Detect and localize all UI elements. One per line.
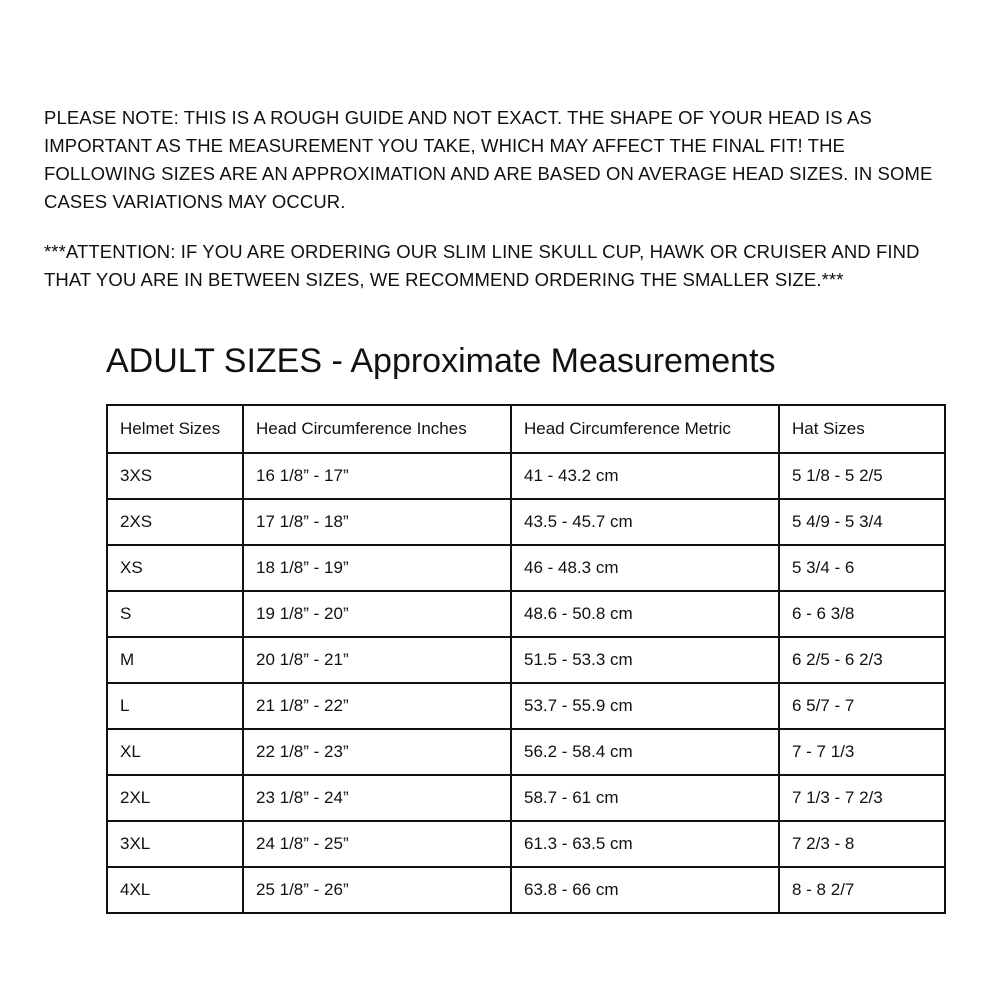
cell-metric: 41 - 43.2 cm (511, 453, 779, 499)
cell-helmet-size: XL (107, 729, 243, 775)
page-title: ADULT SIZES - Approximate Measurements (106, 342, 776, 380)
cell-metric: 58.7 - 61 cm (511, 775, 779, 821)
cell-helmet-size: 3XL (107, 821, 243, 867)
cell-hat-size: 8 - 8 2/7 (779, 867, 945, 913)
cell-helmet-size: M (107, 637, 243, 683)
table-row (107, 775, 945, 821)
notice-block (44, 104, 956, 294)
column-header-helmet-sizes: Helmet Sizes (107, 405, 243, 453)
notice-paragraph-1: PLEASE NOTE: THIS IS A ROUGH GUIDE AND NOT EXACT. THE SHAPE OF YOUR HEAD IS AS IMPORTANT AS THE MEASUREMENT YOU TAKE, WHICH MAY AFFECT THE FINAL FIT! THE FOLLOWING SIZES ARE AN APPROXIMATION AND ARE BASED ON AVERAGE HEAD SIZES. IN SOME CASES VARIATIONS MAY OCCUR. (44, 107, 933, 212)
column-header-head-circumference-inches: Head Circumference Inches (243, 405, 511, 453)
table-row (107, 637, 945, 683)
cell-inches: 16 1/8” - 17” (243, 453, 511, 499)
cell-metric: 48.6 - 50.8 cm (511, 591, 779, 637)
cell-helmet-size: L (107, 683, 243, 729)
cell-helmet-size: S (107, 591, 243, 637)
cell-hat-size: 7 2/3 - 8 (779, 821, 945, 867)
cell-hat-size: 5 3/4 - 6 (779, 545, 945, 591)
cell-hat-size: 6 5/7 - 7 (779, 683, 945, 729)
cell-inches: 24 1/8” - 25” (243, 821, 511, 867)
cell-inches: 22 1/8” - 23” (243, 729, 511, 775)
table-row (107, 729, 945, 775)
notice-paragraph-2: ***ATTENTION: IF YOU ARE ORDERING OUR SLIM LINE SKULL CUP, HAWK OR CRUISER AND FIND THAT YOU ARE IN BETWEEN SIZES, WE RECOMMEND ORDERING THE SMALLER SIZE.*** (44, 241, 920, 290)
table-row (107, 545, 945, 591)
cell-inches: 19 1/8” - 20” (243, 591, 511, 637)
cell-helmet-size: 4XL (107, 867, 243, 913)
cell-inches: 17 1/8” - 18” (243, 499, 511, 545)
cell-helmet-size: XS (107, 545, 243, 591)
column-header-hat-sizes: Hat Sizes (779, 405, 945, 453)
size-table-wrapper (106, 404, 944, 914)
column-header-head-circumference-metric: Head Circumference Metric (511, 405, 779, 453)
table-row (107, 499, 945, 545)
table-body (107, 453, 945, 913)
table-row (107, 683, 945, 729)
cell-inches: 20 1/8” - 21” (243, 637, 511, 683)
cell-hat-size: 6 2/5 - 6 2/3 (779, 637, 945, 683)
cell-inches: 23 1/8” - 24” (243, 775, 511, 821)
cell-metric: 53.7 - 55.9 cm (511, 683, 779, 729)
cell-inches: 25 1/8” - 26” (243, 867, 511, 913)
table-row (107, 867, 945, 913)
cell-metric: 43.5 - 45.7 cm (511, 499, 779, 545)
table-header-row (107, 405, 945, 453)
cell-hat-size: 5 4/9 - 5 3/4 (779, 499, 945, 545)
cell-metric: 61.3 - 63.5 cm (511, 821, 779, 867)
cell-hat-size: 6 - 6 3/8 (779, 591, 945, 637)
cell-metric: 56.2 - 58.4 cm (511, 729, 779, 775)
size-table (106, 404, 946, 914)
table-row (107, 591, 945, 637)
cell-hat-size: 7 1/3 - 7 2/3 (779, 775, 945, 821)
cell-helmet-size: 3XS (107, 453, 243, 499)
table-row (107, 453, 945, 499)
cell-helmet-size: 2XL (107, 775, 243, 821)
cell-metric: 63.8 - 66 cm (511, 867, 779, 913)
table-header (107, 405, 945, 453)
table-row (107, 821, 945, 867)
cell-metric: 46 - 48.3 cm (511, 545, 779, 591)
cell-inches: 21 1/8” - 22” (243, 683, 511, 729)
cell-helmet-size: 2XS (107, 499, 243, 545)
cell-hat-size: 7 - 7 1/3 (779, 729, 945, 775)
cell-metric: 51.5 - 53.3 cm (511, 637, 779, 683)
cell-hat-size: 5 1/8 - 5 2/5 (779, 453, 945, 499)
cell-inches: 18 1/8” - 19” (243, 545, 511, 591)
